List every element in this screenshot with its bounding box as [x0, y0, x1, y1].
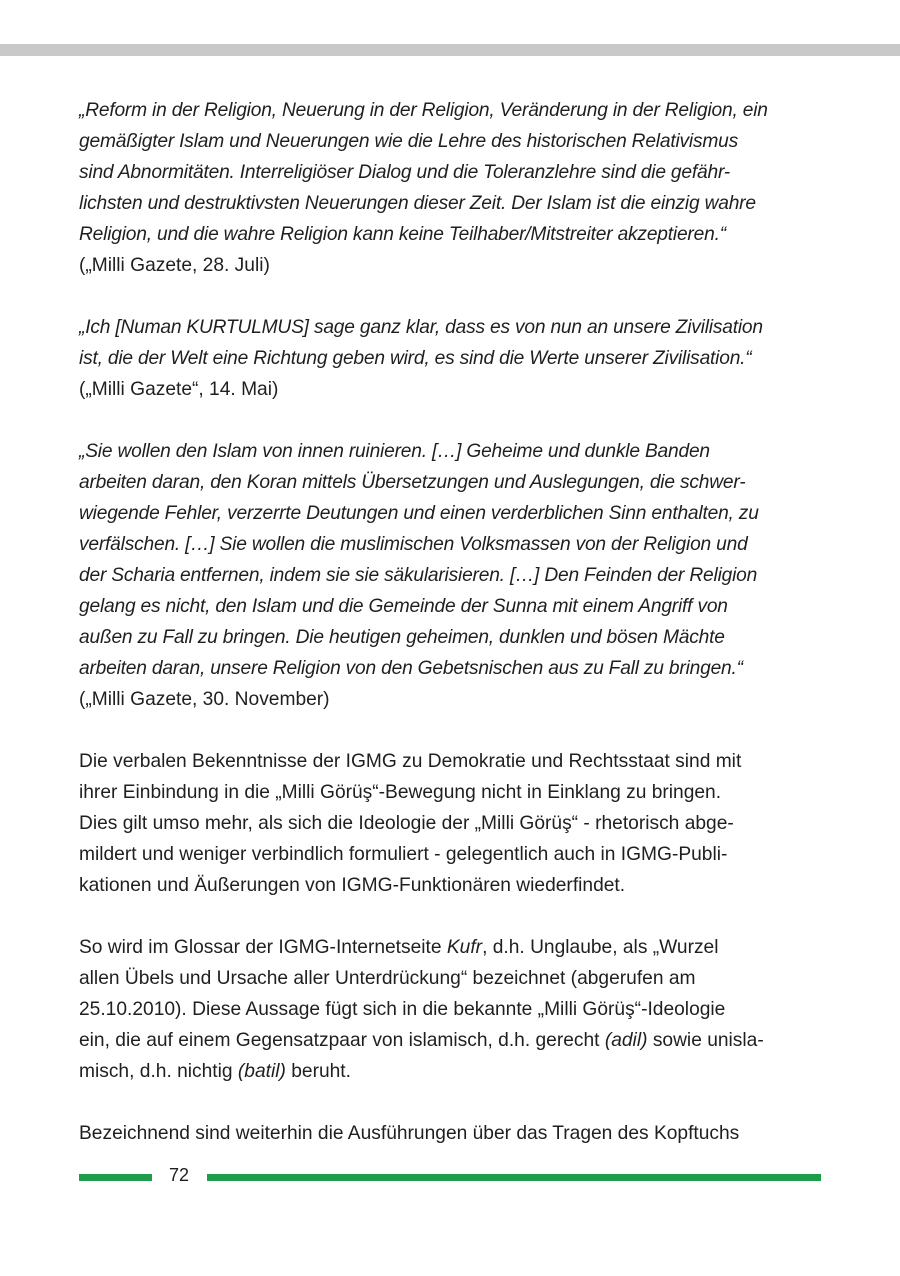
body-text: misch, d.h. nichtig [79, 1061, 238, 1082]
body-line: allen Übels und Ursache aller Unterdrückung“ bezeichnet (abgerufen am [79, 968, 696, 989]
body-text: sowie unisla- [647, 1030, 764, 1051]
quote-line: der Scharia entfernen, indem sie sie säkularisieren. […] Den Feinden der Religion [79, 565, 758, 586]
body-paragraph-1 [79, 746, 839, 901]
quote-line: „Reform in der Religion, Neuerung in der Religion, Veränderung in der Religion, ein [79, 100, 768, 121]
quote-line: „Ich [Numan KURTULMUS] sage ganz klar, dass es von nun an unsere Zivilisation [79, 317, 763, 338]
footer-rule-left [79, 1174, 152, 1181]
body-line: mildert und weniger verbindlich formuliert - gelegentlich auch in IGMG-Publi- [79, 844, 728, 865]
quote-source: („Milli Gazete, 30. November) [79, 689, 330, 710]
body-line: Die verbalen Bekenntnisse der IGMG zu Demokratie und Rechtsstaat sind mit [79, 751, 742, 772]
quote-line: wiegende Fehler, verzerrte Deutungen und einen verderblichen Sinn enthalten, zu [79, 503, 759, 524]
body-line: Bezeichnend sind weiterhin die Ausführungen über das Tragen des Kopftuchs [79, 1123, 740, 1144]
footer-rule-right [207, 1174, 821, 1181]
body-line [79, 932, 839, 963]
body-text: ein, die auf einem Gegensatzpaar von islamisch, d.h. gerecht [79, 1030, 605, 1051]
term-adil: (adil) [604, 1030, 648, 1051]
quote-line: ist, die der Welt eine Richtung geben wird, es sind die Werte unserer Zivilisation.“ [79, 348, 752, 369]
page-number: 72 [168, 1165, 190, 1185]
quote-line: „Sie wollen den Islam von innen ruinieren. […] Geheime und dunkle Banden [79, 441, 710, 462]
quote-line: verfälschen. […] Sie wollen die muslimischen Volksmassen von der Religion und [79, 534, 748, 555]
quote-line: Religion, und die wahre Religion kann keine Teilhaber/Mitstreiter akzeptieren.“ [79, 224, 726, 245]
quote-line: arbeiten daran, den Koran mittels Übersetzungen und Auslegungen, die schwer- [79, 472, 746, 493]
body-line: kationen und Äußerungen von IGMG-Funktionären wiederfindet. [79, 875, 626, 896]
quote-block-2 [79, 312, 839, 405]
quote-line: arbeiten daran, unsere Religion von den Gebetsnischen aus zu Fall zu bringen.“ [79, 658, 743, 679]
body-text: , d.h. Unglaube, als „Wurzel [482, 937, 719, 958]
quote-block-1 [79, 95, 839, 281]
body-text: beruht. [285, 1061, 351, 1082]
quote-source: („Milli Gazete“, 14. Mai) [79, 379, 279, 400]
body-line: 25.10.2010). Diese Aussage fügt sich in die bekannte „Milli Görüş“-Ideologie [79, 999, 726, 1020]
body-line: Dies gilt umso mehr, als sich die Ideologie der „Milli Görüş“ - rhetorisch abge- [79, 813, 734, 834]
quote-line: gelang es nicht, den Islam und die Gemeinde der Sunna mit einem Angriff von [79, 596, 728, 617]
body-text: So wird im Glossar der IGMG-Internetseite [79, 937, 447, 958]
quote-line: lichsten und destruktivsten Neuerungen dieser Zeit. Der Islam ist die einzig wahre [79, 193, 756, 214]
quote-line: sind Abnormitäten. Interreligiöser Dialog und die Toleranzlehre sind die gefähr- [79, 162, 730, 183]
term-batil: (batil) [237, 1061, 286, 1082]
body-line [79, 1056, 839, 1087]
body-line [79, 1025, 839, 1056]
quote-block-3 [79, 436, 839, 715]
page-body [79, 95, 839, 1180]
body-paragraph-2 [79, 932, 839, 1087]
top-divider [0, 44, 900, 56]
body-line: ihrer Einbindung in die „Milli Görüş“-Bewegung nicht in Einklang zu bringen. [79, 782, 722, 803]
quote-line: außen zu Fall zu bringen. Die heutigen geheimen, dunklen und bösen Mächte [79, 627, 725, 648]
term-kufr: Kufr [446, 937, 483, 958]
quote-source: („Milli Gazete, 28. Juli) [79, 255, 270, 276]
body-paragraph-3 [79, 1118, 839, 1149]
quote-line: gemäßigter Islam und Neuerungen wie die Lehre des historischen Relativismus [79, 131, 739, 152]
